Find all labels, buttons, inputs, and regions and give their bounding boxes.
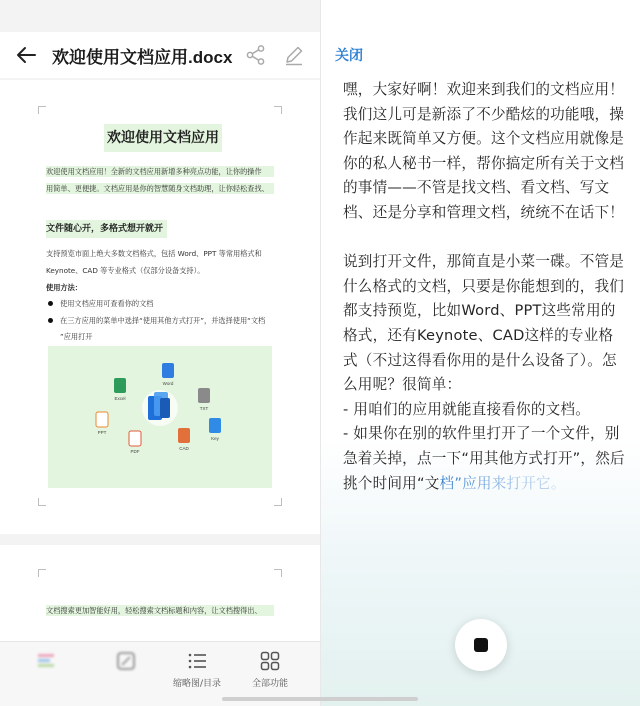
bullet-item [46, 315, 274, 326]
document-heading: 欢迎使用文档应用 [104, 124, 222, 152]
stop-icon [474, 638, 488, 652]
pdf-file-icon [129, 431, 141, 446]
edit-button[interactable] [282, 43, 306, 67]
bullet-text: 在三方应用的菜单中选择“使用其他方式打开”，并选择使用“文档 [60, 316, 266, 325]
list-icon [186, 650, 208, 672]
format-illustration [48, 346, 272, 488]
page-corner-mark [38, 498, 46, 506]
intro-text-line: 用简单、更便捷。文档应用是你的智慧随身文档助理，让你轻松查找、 [46, 183, 274, 194]
grid-icon [259, 650, 281, 672]
thumbnail-toc-button[interactable] [157, 650, 237, 696]
page-corner-mark [38, 569, 46, 577]
file-format-wheel [48, 346, 272, 488]
screen-frame-icon [115, 650, 137, 672]
figure-label: CAD [179, 446, 189, 451]
excel-file-icon [114, 378, 126, 393]
figure-label: PDF [130, 449, 140, 454]
tool-label: 全部功能 [251, 679, 288, 689]
bullet-item [46, 298, 274, 309]
bullet-text: 使用文档应用可查看你的文档 [60, 299, 154, 308]
figure-label: Word [162, 381, 174, 386]
word-file-icon [162, 363, 174, 378]
figure-label: PPT [97, 430, 107, 435]
assistant-panel [320, 0, 640, 706]
section-text-line: Keynote、CAD 等专业格式（仅部分设备支持）。 [46, 266, 205, 275]
section-text-line: 支持预览市面上绝大多数文档格式，包括 Word、PPT 等常用格式和 [46, 249, 262, 258]
close-button[interactable]: 关闭 [335, 48, 363, 64]
share-icon [244, 43, 268, 67]
ai-summary-icon [35, 650, 57, 672]
stop-generation-button[interactable] [455, 619, 507, 671]
figure-label: Excel [114, 396, 126, 401]
document-title: 欢迎使用文档应用.docx [52, 47, 233, 67]
back-arrow-icon [15, 44, 37, 66]
page-corner-mark [274, 569, 282, 577]
usage-label: 使用方法： [46, 283, 82, 292]
tool-label: 缩略图/目录 [172, 679, 222, 689]
all-features-button[interactable] [230, 650, 310, 696]
txt-file-icon [198, 388, 210, 403]
cad-file-icon [178, 428, 190, 443]
document-page[interactable] [0, 545, 320, 641]
screen-tool[interactable] [86, 650, 166, 696]
bullet-dot-icon [48, 301, 53, 306]
home-indicator[interactable] [222, 697, 418, 701]
figure-label: TXT [199, 406, 209, 411]
pencil-icon [282, 43, 306, 67]
document-page[interactable] [0, 80, 320, 534]
page2-text-line: 文档搜索更加智能好用，轻松搜索文档标题和内容，让文档搜得出、 [46, 605, 274, 616]
assistant-response [343, 78, 627, 496]
page-corner-mark [38, 106, 46, 114]
intro-text-line: 欢迎使用文档应用！全新的文档应用新增多种亮点功能，让你的操作 [46, 166, 274, 177]
page-corner-mark [274, 498, 282, 506]
page-corner-mark [274, 106, 282, 114]
bullet-text-continued: ”应用打开 [60, 332, 93, 341]
document-header [0, 32, 320, 78]
response-streaming-text: 档”应用来打开它。 [439, 474, 566, 492]
ai-summary-tool[interactable] [6, 650, 86, 696]
bullet-dot-icon [48, 318, 53, 323]
share-button[interactable] [244, 43, 268, 67]
figure-label: Key [211, 436, 219, 441]
ppt-file-icon [96, 412, 108, 427]
response-text: 嘿，大家好啊！欢迎来到我们的文档应用！我们这儿可是新添了不少酷炫的功能哦，操作起来既简单又方便。这个文档应用就像是你的私人秘书一样，帮你搞定所有关于文档的事情——不管是找文档、看文档、写文档、还是分享和管理文档，统统不在话下！ 说到打开文件，那简直是小菜一碟。不管是什么格式的文档，只要是你能想到的，我们都支持预览，比如Word、PPT这些常用的格式，还有Keynote、CAD这样的专业格式（不过这得看你用的是什么设备了）。怎么用呢？很简单： - 用咱们的应用就能直接看你的文档。 - 如果你在别的软件里打开了一个文件，别急着关掉，点一下“用其他方式打开”，然后挑个时间用“文 [343, 81, 625, 492]
key-file-icon [209, 418, 221, 433]
section-title: 文件随心开，多格式想开就开 [46, 220, 167, 238]
back-button[interactable] [12, 41, 40, 69]
